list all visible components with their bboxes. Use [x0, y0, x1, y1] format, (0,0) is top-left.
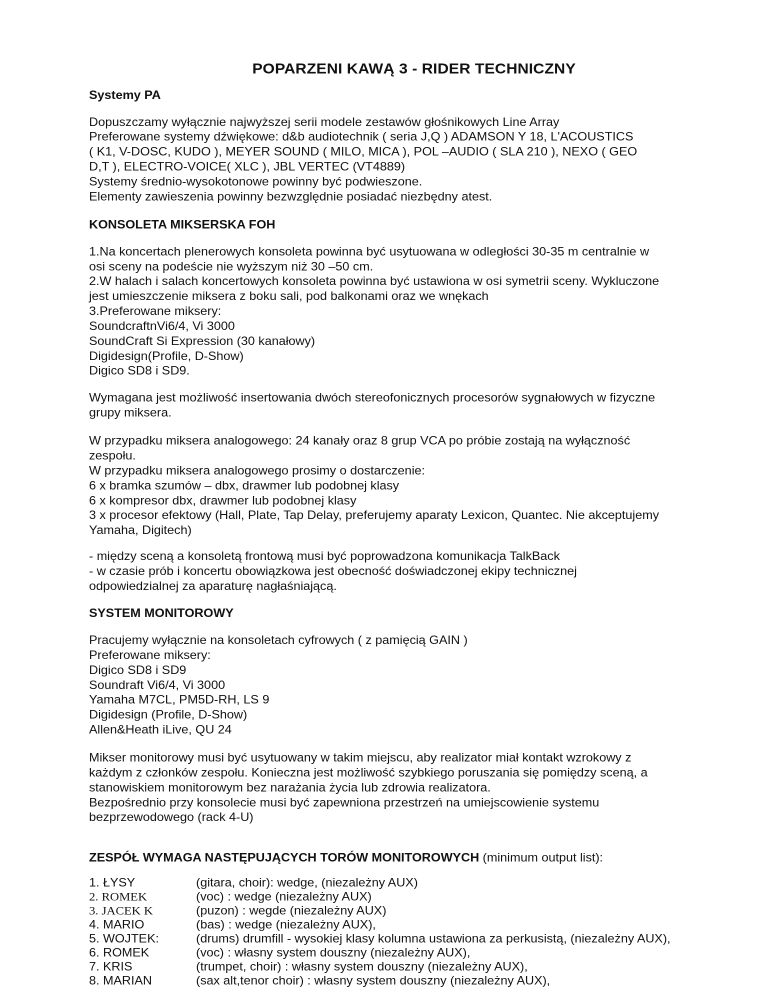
text-line: ( K1, V-DOSC, KUDO ), MEYER SOUND ( MILO, MICA ), POL –AUDIO ( SLA 210 ), NEXO ( GEO: [89, 145, 638, 159]
text-line: Yamaha, Digitech): [89, 523, 192, 537]
text-line: Digico SD8 i SD9: [89, 663, 187, 677]
text-line: Wymagana jest możliwość insertowania dwóch stereofonicznych procesorów sygnałowych w fizyczne: [89, 391, 656, 405]
text-line: 2.W halach i salach koncertowych konsoleta powinna być ustawiona w osi symetrii sceny. Wykluczone: [89, 274, 660, 289]
track-member-name: 3. JACEK K: [89, 904, 154, 918]
document-title: POPARZENI KAWĄ 3 - RIDER TECHNICZNY: [252, 61, 576, 78]
text-line: Allen&Heath iLive, QU 24: [89, 723, 232, 737]
paragraph-monitor-mixers: [89, 633, 739, 737]
text-line: odpowiedzialnej za aparaturę nagłaśniającą.: [89, 579, 337, 593]
text-line: 1.Na koncertach plenerowych konsoleta powinna być usytuowana w odległości 30-35 m centralnie w: [89, 245, 650, 259]
text-line: 6 x kompresor dbx, drawmer lub podobnej klasy: [89, 494, 357, 508]
heading-monitor-tracks-note: (minimum output list):: [479, 851, 604, 865]
paragraph-foh-analog: [89, 433, 739, 537]
track-description: (gitara, choir): wedge, (niezależny AUX): [196, 876, 418, 890]
monitor-track-row: [89, 904, 671, 918]
text-line: Elementy zawieszenia powinny bezwzględnie posiadać niezbędny atest.: [89, 190, 493, 204]
text-line: Digidesign (Profile, D-Show): [89, 708, 248, 722]
text-line: osi sceny na podeście nie wyższym niż 30 –50 cm.: [89, 260, 374, 274]
track-member-name: 1. ŁYSY: [89, 876, 136, 890]
text-line: W przypadku miksera analogowego: 24 kanały oraz 8 grup VCA po próbie zostają na wyłączność: [89, 434, 631, 448]
track-description: (voc) : wedge (niezależny AUX): [196, 890, 372, 904]
track-member-name: 2. ROMEK: [89, 890, 148, 904]
text-line: D,T ), ELECTRO-VOICE( XLC ), JBL VERTEC (VT4889): [89, 160, 406, 174]
monitor-track-row: [89, 918, 671, 932]
track-description: (voc) : własny system douszny (niezależny AUX),: [196, 946, 471, 960]
paragraph-foh-placement: [89, 244, 739, 378]
monitor-track-list: [89, 876, 671, 988]
text-line: stanowiskiem monitorowym bez narażania życia lub zdrowia realizatora.: [89, 781, 491, 795]
heading-monitor-tracks: [89, 850, 603, 865]
monitor-track-row: [89, 960, 671, 974]
text-line: zespołu.: [89, 449, 136, 463]
text-line: jest umieszczenie miksera z boku sali, pod balkonami oraz we wnękach: [89, 289, 489, 303]
text-line: każdym z członków zespołu. Konieczna jest możliwość szybkiego poruszania się pomiędzy sceną, a: [89, 766, 648, 780]
paragraph-foh-talkback: [89, 549, 739, 594]
text-line: - między sceną a konsoletą frontową musi być poprowadzona komunikacja TalkBack: [89, 549, 560, 563]
track-member-name: 4. MARIO: [89, 918, 145, 932]
text-line: Digidesign(Profile, D-Show): [89, 349, 244, 363]
track-member-name: 8. MARIAN: [89, 974, 152, 988]
text-line: SoundcraftnVi6/4, Vi 3000: [89, 319, 235, 333]
monitor-track-row: [89, 932, 671, 946]
text-line: 3.Preferowane miksery:: [89, 304, 222, 318]
text-line: SoundCraft Si Expression (30 kanałowy): [89, 334, 316, 348]
track-description: (trumpet, choir) : własny system douszny (niezależny AUX),: [196, 960, 528, 974]
text-line: bezprzewodowego (rack 4-U): [89, 810, 254, 824]
text-line: W przypadku miksera analogowego prosimy o dostarczenie:: [89, 464, 425, 478]
text-line: Preferowane systemy dźwiękowe: d&b audiotechnik ( seria J,Q ) ADAMSON Y 18, L'ACOUSTICS: [89, 130, 634, 144]
text-line: - w czasie prób i koncertu obowiązkowa jest obecność doświadczonej ekipy technicznej: [89, 564, 577, 578]
text-line: Preferowane miksery:: [89, 648, 211, 662]
monitor-track-row: [89, 876, 671, 890]
text-line: Soundraft Vi6/4, Vi 3000: [89, 678, 226, 692]
text-line: Systemy średnio-wysokotonowe powinny być podwieszone.: [89, 175, 423, 189]
track-description: (sax alt,tenor choir) : własny system douszny (niezależny AUX),: [196, 974, 551, 988]
paragraph-monitor-position: [89, 750, 739, 825]
text-line: grupy miksera.: [89, 406, 172, 420]
heading-foh-console: KONSOLETA MIKSERSKA FOH: [89, 218, 276, 232]
track-member-name: 7. KRIS: [89, 960, 133, 974]
text-line: Yamaha M7CL, PM5D-RH, LS 9: [89, 693, 270, 707]
text-line: Bezpośrednio przy konsolecie musi być zapewniona przestrzeń na umiejscowienie systemu: [89, 796, 600, 810]
text-line: 6 x bramka szumów – dbx, drawmer lub podobnej klasy: [89, 479, 400, 493]
text-line: Pracujemy wyłącznie na konsoletach cyfrowych ( z pamięcią GAIN ): [89, 633, 468, 647]
monitor-track-row: [89, 946, 671, 960]
track-description: (puzon) : wegde (niezależny AUX): [196, 904, 387, 918]
text-line: Dopuszczamy wyłącznie najwyższej serii modele zestawów głośnikowych Line Array: [89, 115, 560, 129]
heading-pa-systems: Systemy PA: [89, 88, 161, 102]
monitor-track-row: [89, 890, 671, 904]
heading-monitor-tracks-bold: ZESPÓŁ WYMAGA NASTĘPUJĄCYCH TORÓW MONITOROWYCH: [89, 851, 480, 865]
paragraph-foh-inserts: [89, 391, 739, 421]
monitor-track-row: [89, 974, 671, 988]
text-line: Mikser monitorowy musi być usytuowany w takim miejscu, aby realizator miał kontakt wzrokowy z: [89, 751, 632, 765]
paragraph-pa-systems: [89, 115, 739, 204]
track-member-name: 6. ROMEK: [89, 946, 150, 960]
track-description: (drums) drumfill - wysokiej klasy kolumna ustawiona za perkusistą, (niezależny AUX),: [196, 932, 671, 946]
track-description: (bas) : wedge (niezależny AUX),: [196, 918, 376, 932]
heading-monitor-system: SYSTEM MONITOROWY: [89, 606, 234, 620]
text-line: 3 x procesor efektowy (Hall, Plate, Tap Delay, preferujemy aparaty Lexicon, Quantec. Nie akceptujemy: [89, 508, 660, 522]
track-member-name: 5. WOJTEK:: [89, 932, 159, 946]
text-line: Digico SD8 i SD9.: [89, 364, 190, 378]
